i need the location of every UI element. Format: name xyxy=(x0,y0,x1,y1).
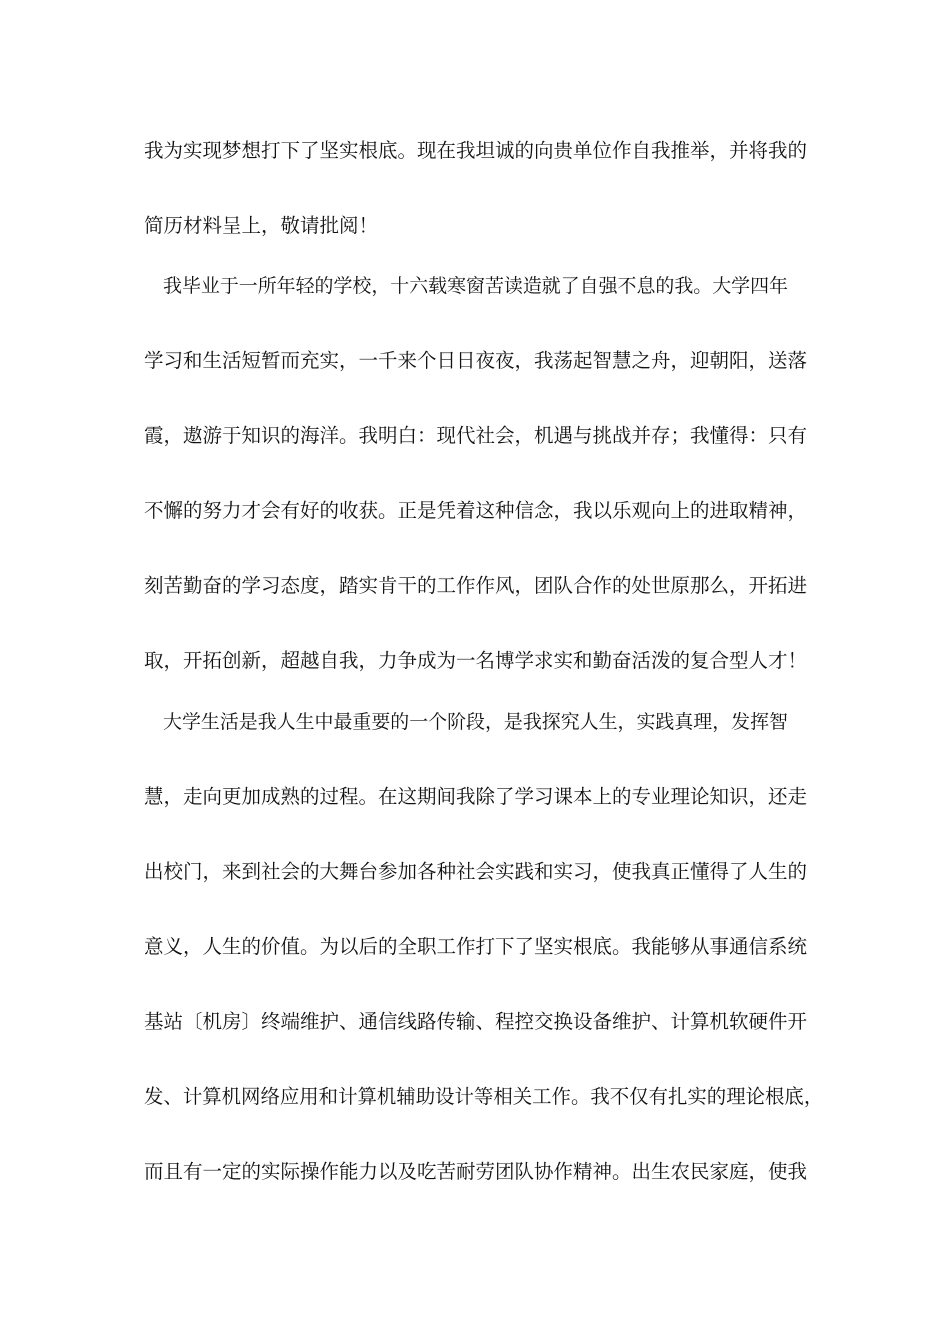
text-line: 不懈的努力才会有好的收获。正是凭着这种信念，我以乐观向上的进取精神， xyxy=(144,499,808,522)
paragraph-first-line: 我毕业于一所年轻的学校，十六载寒窗苦读造就了自强不息的我。大学四年 xyxy=(163,275,788,297)
text-line: 取，开拓创新，超越自我，力争成为一名博学求实和勤奋活泼的复合型人才！ xyxy=(144,649,808,672)
text-line: 发、计算机网络应用和计算机辅助设计等相关工作。我不仅有扎实的理论根底， xyxy=(144,1085,824,1108)
paragraph-first-line: 大学生活是我人生中最重要的一个阶段，是我探究人生，实践真理，发挥智 xyxy=(163,711,788,733)
text-line: 霞，遨游于知识的海洋。我明白：现代社会，机遇与挑战并存；我懂得：只有 xyxy=(144,424,808,447)
text-line: 我为实现梦想打下了坚实根底。现在我坦诚的向贵单位作自我推举，并将我的 xyxy=(144,139,808,162)
text-line: 意义，人生的价值。为以后的全职工作打下了坚实根底。我能够从事通信系统 xyxy=(144,935,808,958)
text-line: 简历材料呈上，敬请批阅！ xyxy=(144,214,379,237)
text-line: 基站〔机房〕终端维护、通信线路传输、程控交换设备维护、计算机软硬件开 xyxy=(144,1010,808,1033)
text-line: 刻苦勤奋的学习态度，踏实肯干的工作作风，团队合作的处世原那么，开拓进 xyxy=(144,574,808,597)
text-line: 出校门，来到社会的大舞台参加各种社会实践和实习，使我真正懂得了人生的 xyxy=(144,860,808,883)
text-line: 而且有一定的实际操作能力以及吃苦耐劳团队协作精神。出生农民家庭，使我 xyxy=(144,1160,808,1183)
text-line: 慧，走向更加成熟的过程。在这期间我除了学习课本上的专业理论知识，还走 xyxy=(144,785,808,808)
text-line: 学习和生活短暂而充实，一千来个日日夜夜，我荡起智慧之舟，迎朝阳，送落 xyxy=(144,349,808,372)
